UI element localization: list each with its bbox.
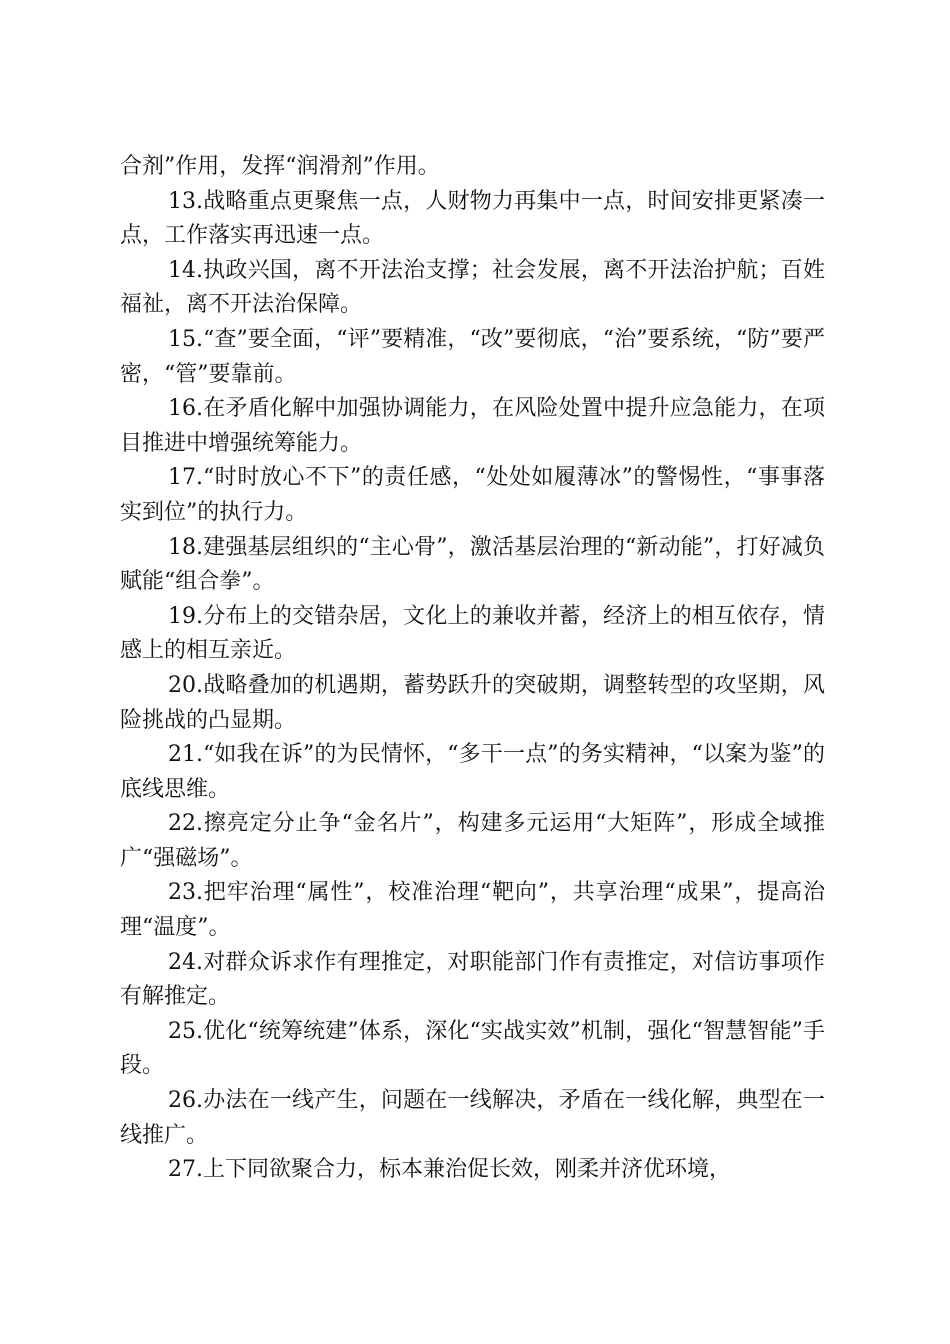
paragraph: 26.办法在一线产生，问题在一线解决，矛盾在一线化解，典型在一线推广。	[120, 1088, 825, 1148]
paragraph: 14.执政兴国，离不开法治支撑；社会发展，离不开法治护航；百姓福祉，离不开法治保障。	[120, 257, 825, 318]
paragraph: 27.上下同欲聚合力，标本兼治促长效，刚柔并济优环境，	[168, 1157, 731, 1183]
paragraph: 13.战略重点更聚焦一点，人财物力再集中一点，时间安排更紧凑一点，工作落实再迅速一点。	[120, 188, 825, 249]
paragraph: 19.分布上的交错杂居，文化上的兼收并蓄，经济上的相互依存，情感上的相互亲近。	[120, 603, 825, 664]
paragraph: 24.对群众诉求作有理推定，对职能部门作有责推定，对信访事项作有解推定。	[120, 949, 825, 1010]
paragraph: 25.优化“统筹统建”体系，深化“实战实效”机制，强化“智慧智能”手段。	[120, 1018, 825, 1079]
paragraph: 21.“如我在诉”的为民情怀，“多干一点”的务实精神，“以案为鉴”的底线思维。	[120, 742, 825, 802]
paragraph: 合剂”作用，发挥“润滑剂”作用。	[120, 154, 440, 179]
paragraph: 22.擦亮定分止争“金名片”，构建多元运用“大矩阵”，形成全域推广“强磁场”。	[120, 811, 825, 871]
paragraph: 18.建强基层组织的“主心骨”，激活基层治理的“新动能”，打好减负赋能“组合拳”。	[120, 534, 825, 595]
paragraph: 15.“查”要全面，“评”要精准，“改”要彻底，“治”要系统，“防”要严密，“管”要靠前。	[120, 326, 825, 387]
paragraph: 16.在矛盾化解中加强协调能力，在风险处置中提升应急能力，在项目推进中增强统筹能力。	[120, 396, 825, 456]
paragraph: 17.“时时放心不下”的责任感，“处处如履薄冰”的警惕性，“事事落实到位”的执行力。	[120, 465, 825, 525]
document-body	[120, 150, 825, 1188]
paragraph: 20.战略叠加的机遇期，蓄势跃升的突破期，调整转型的攻坚期，风险挑战的凸显期。	[120, 672, 825, 733]
paragraph: 23.把牢治理“属性”，校准治理“靶向”，共享治理“成果”，提高治理“温度”。	[120, 880, 825, 941]
